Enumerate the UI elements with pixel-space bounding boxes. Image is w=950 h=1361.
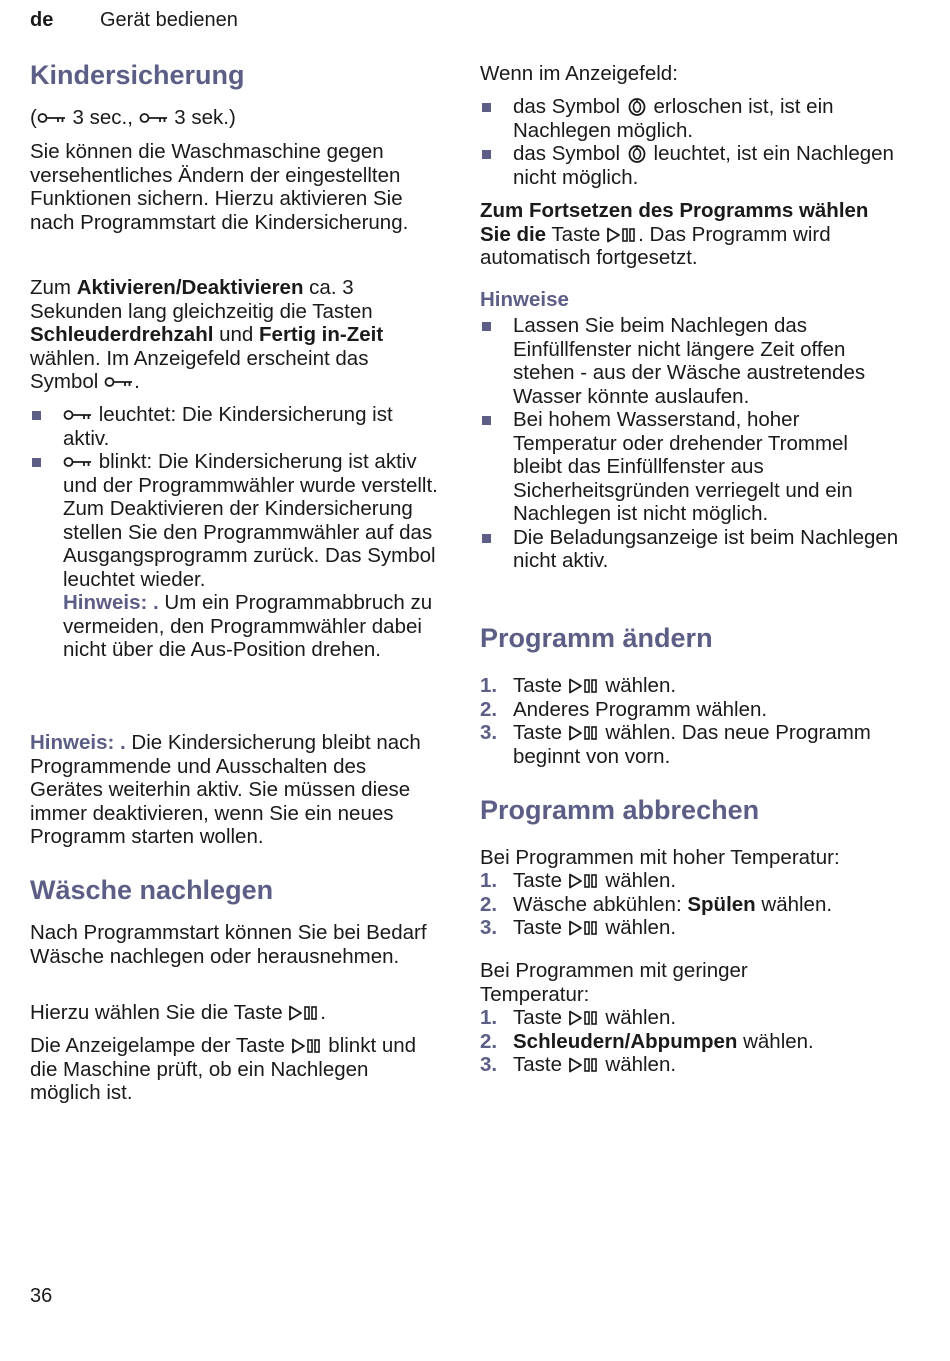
key-status-list	[30, 403, 440, 662]
key-icon	[37, 111, 67, 125]
section-title: Gerät bedienen	[100, 9, 238, 31]
continue-program: Zum Fortsetzen des Programms wählen Sie die Taste . Das Programm wird automatisch fortgesetzt.	[480, 199, 869, 269]
display-status-list	[480, 95, 900, 189]
list-item: Die Beladungsanzeige ist beim Nachlegen nicht aktiv.	[480, 526, 900, 573]
key-icon	[104, 375, 134, 389]
hints-list	[480, 314, 900, 573]
list-item: Bei hohem Wasserstand, hoher Temperatur oder drehender Trommel bleibt das Einfüllfenster aus Sicherheitsgründen verriegelt und ein Nachlegen ist nicht möglich.	[480, 408, 900, 526]
start-pause-icon	[568, 873, 600, 889]
add-laundry-icon	[626, 145, 648, 163]
aendern-steps	[480, 674, 900, 768]
start-pause-icon	[568, 1010, 600, 1026]
list-item: das Symbol erloschen ist, ist ein Nachlegen möglich.	[480, 95, 900, 142]
waesche-button-hint: Hierzu wählen Sie die Taste .	[30, 1001, 326, 1024]
list-item: 1. Taste wählen.	[480, 869, 677, 892]
list-item: Lassen Sie beim Nachlegen das Einfüllfenster nicht längere Zeit offen stehen - aus der Wäsche austretendes Wasser könnte auslaufen.	[480, 314, 900, 408]
start-pause-icon	[568, 1057, 600, 1073]
list-item: 3. Taste wählen.	[480, 916, 677, 939]
list-item: 3. Taste wählen.	[480, 1053, 677, 1076]
start-pause-icon	[568, 678, 600, 694]
high-temp-intro: Bei Programmen mit hoher Temperatur:	[480, 846, 840, 869]
waesche-lamp-hint: Die Anzeigelampe der Taste blinkt und die Maschine prüft, ob ein Nachlegen möglich ist.	[30, 1034, 417, 1104]
page-header	[30, 8, 238, 32]
start-pause-icon	[568, 725, 600, 741]
list-item: leuchtet: Die Kindersicherung ist aktiv.	[30, 403, 440, 450]
list-item: das Symbol leuchtet, ist ein Nachlegen nicht möglich.	[480, 142, 900, 189]
heading-programm-aendern: Programm ändern	[480, 623, 713, 653]
heading-kindersicherung: Kindersicherung	[30, 60, 245, 90]
page-number: 36	[30, 1285, 53, 1307]
heading-programm-abbrechen: Programm abbrechen	[480, 795, 760, 825]
start-pause-icon	[288, 1005, 320, 1021]
activation-instructions: Zum Aktivieren/Deaktivieren ca. 3 Sekunden lang gleichzeitig die Tasten Schleuderdrehzahl und Fertig in-Zeit wählen. Im Anzeigefeld erscheint das Symbol .	[30, 276, 384, 393]
low-temp-intro: Bei Programmen mit geringer Temperatur:	[480, 959, 748, 1006]
shortcut-line: ( 3 sec., 3 sek.)	[30, 106, 236, 129]
low-temp-steps	[480, 1006, 900, 1077]
heading-waesche-nachlegen: Wäsche nachlegen	[30, 875, 274, 905]
key-icon	[63, 455, 93, 469]
list-item: 2. Wäsche abkühlen: Spülen wählen.	[480, 892, 833, 916]
list-item: 1. Taste wählen.	[480, 1006, 677, 1029]
start-pause-icon	[606, 227, 638, 243]
list-item: 3. Taste wählen. Das neue Programm beginnt von vorn.	[480, 721, 871, 768]
list-item: blinkt: Die Kindersicherung ist aktiv und der Programmwähler wurde verstellt. Zum Deaktivieren der Kindersicherung stellen Sie den Programmwähler auf das Ausgangsprogramm zurück. Das Symbol leuchtet wieder. Hinweis: . Um ein Programmabbruch zu vermeiden, den Programmwähler dabei nicht über die Aus-Position drehen.	[30, 450, 440, 662]
key-icon	[63, 408, 93, 422]
display-intro: Wenn im Anzeigefeld:	[480, 62, 678, 85]
add-laundry-icon	[626, 98, 648, 116]
kindersicherung-intro: Sie können die Waschmaschine gegen versehentliches Ändern der eingestellten Funktionen sichern. Hierzu aktivieren Sie nach Programmstart die Kindersicherung.	[30, 140, 409, 234]
hints-title: Hinweise	[480, 288, 569, 311]
list-item: 2. Schleudern/Abpumpen wählen.	[480, 1029, 814, 1053]
waesche-intro: Nach Programmstart können Sie bei Bedarf Wäsche nachlegen oder herausnehmen.	[30, 921, 427, 968]
key-icon	[139, 111, 169, 125]
note-child-lock: Hinweis: . Die Kindersicherung bleibt nach Programmende und Ausschalten des Gerätes weiterhin aktiv. Sie müssen diese immer deaktivieren, wenn Sie ein neues Programm starten wollen.	[30, 731, 421, 848]
language-code: de	[30, 9, 54, 31]
list-item: 1. Taste wählen.	[480, 674, 677, 697]
start-pause-icon	[291, 1038, 323, 1054]
start-pause-icon	[568, 920, 600, 936]
high-temp-steps	[480, 869, 900, 940]
list-item: 2. Anderes Programm wählen.	[480, 697, 768, 721]
inner-note: Hinweis: . Um ein Programmabbruch zu vermeiden, den Programmwähler dabei nicht über die Aus-Position drehen.	[63, 591, 433, 661]
